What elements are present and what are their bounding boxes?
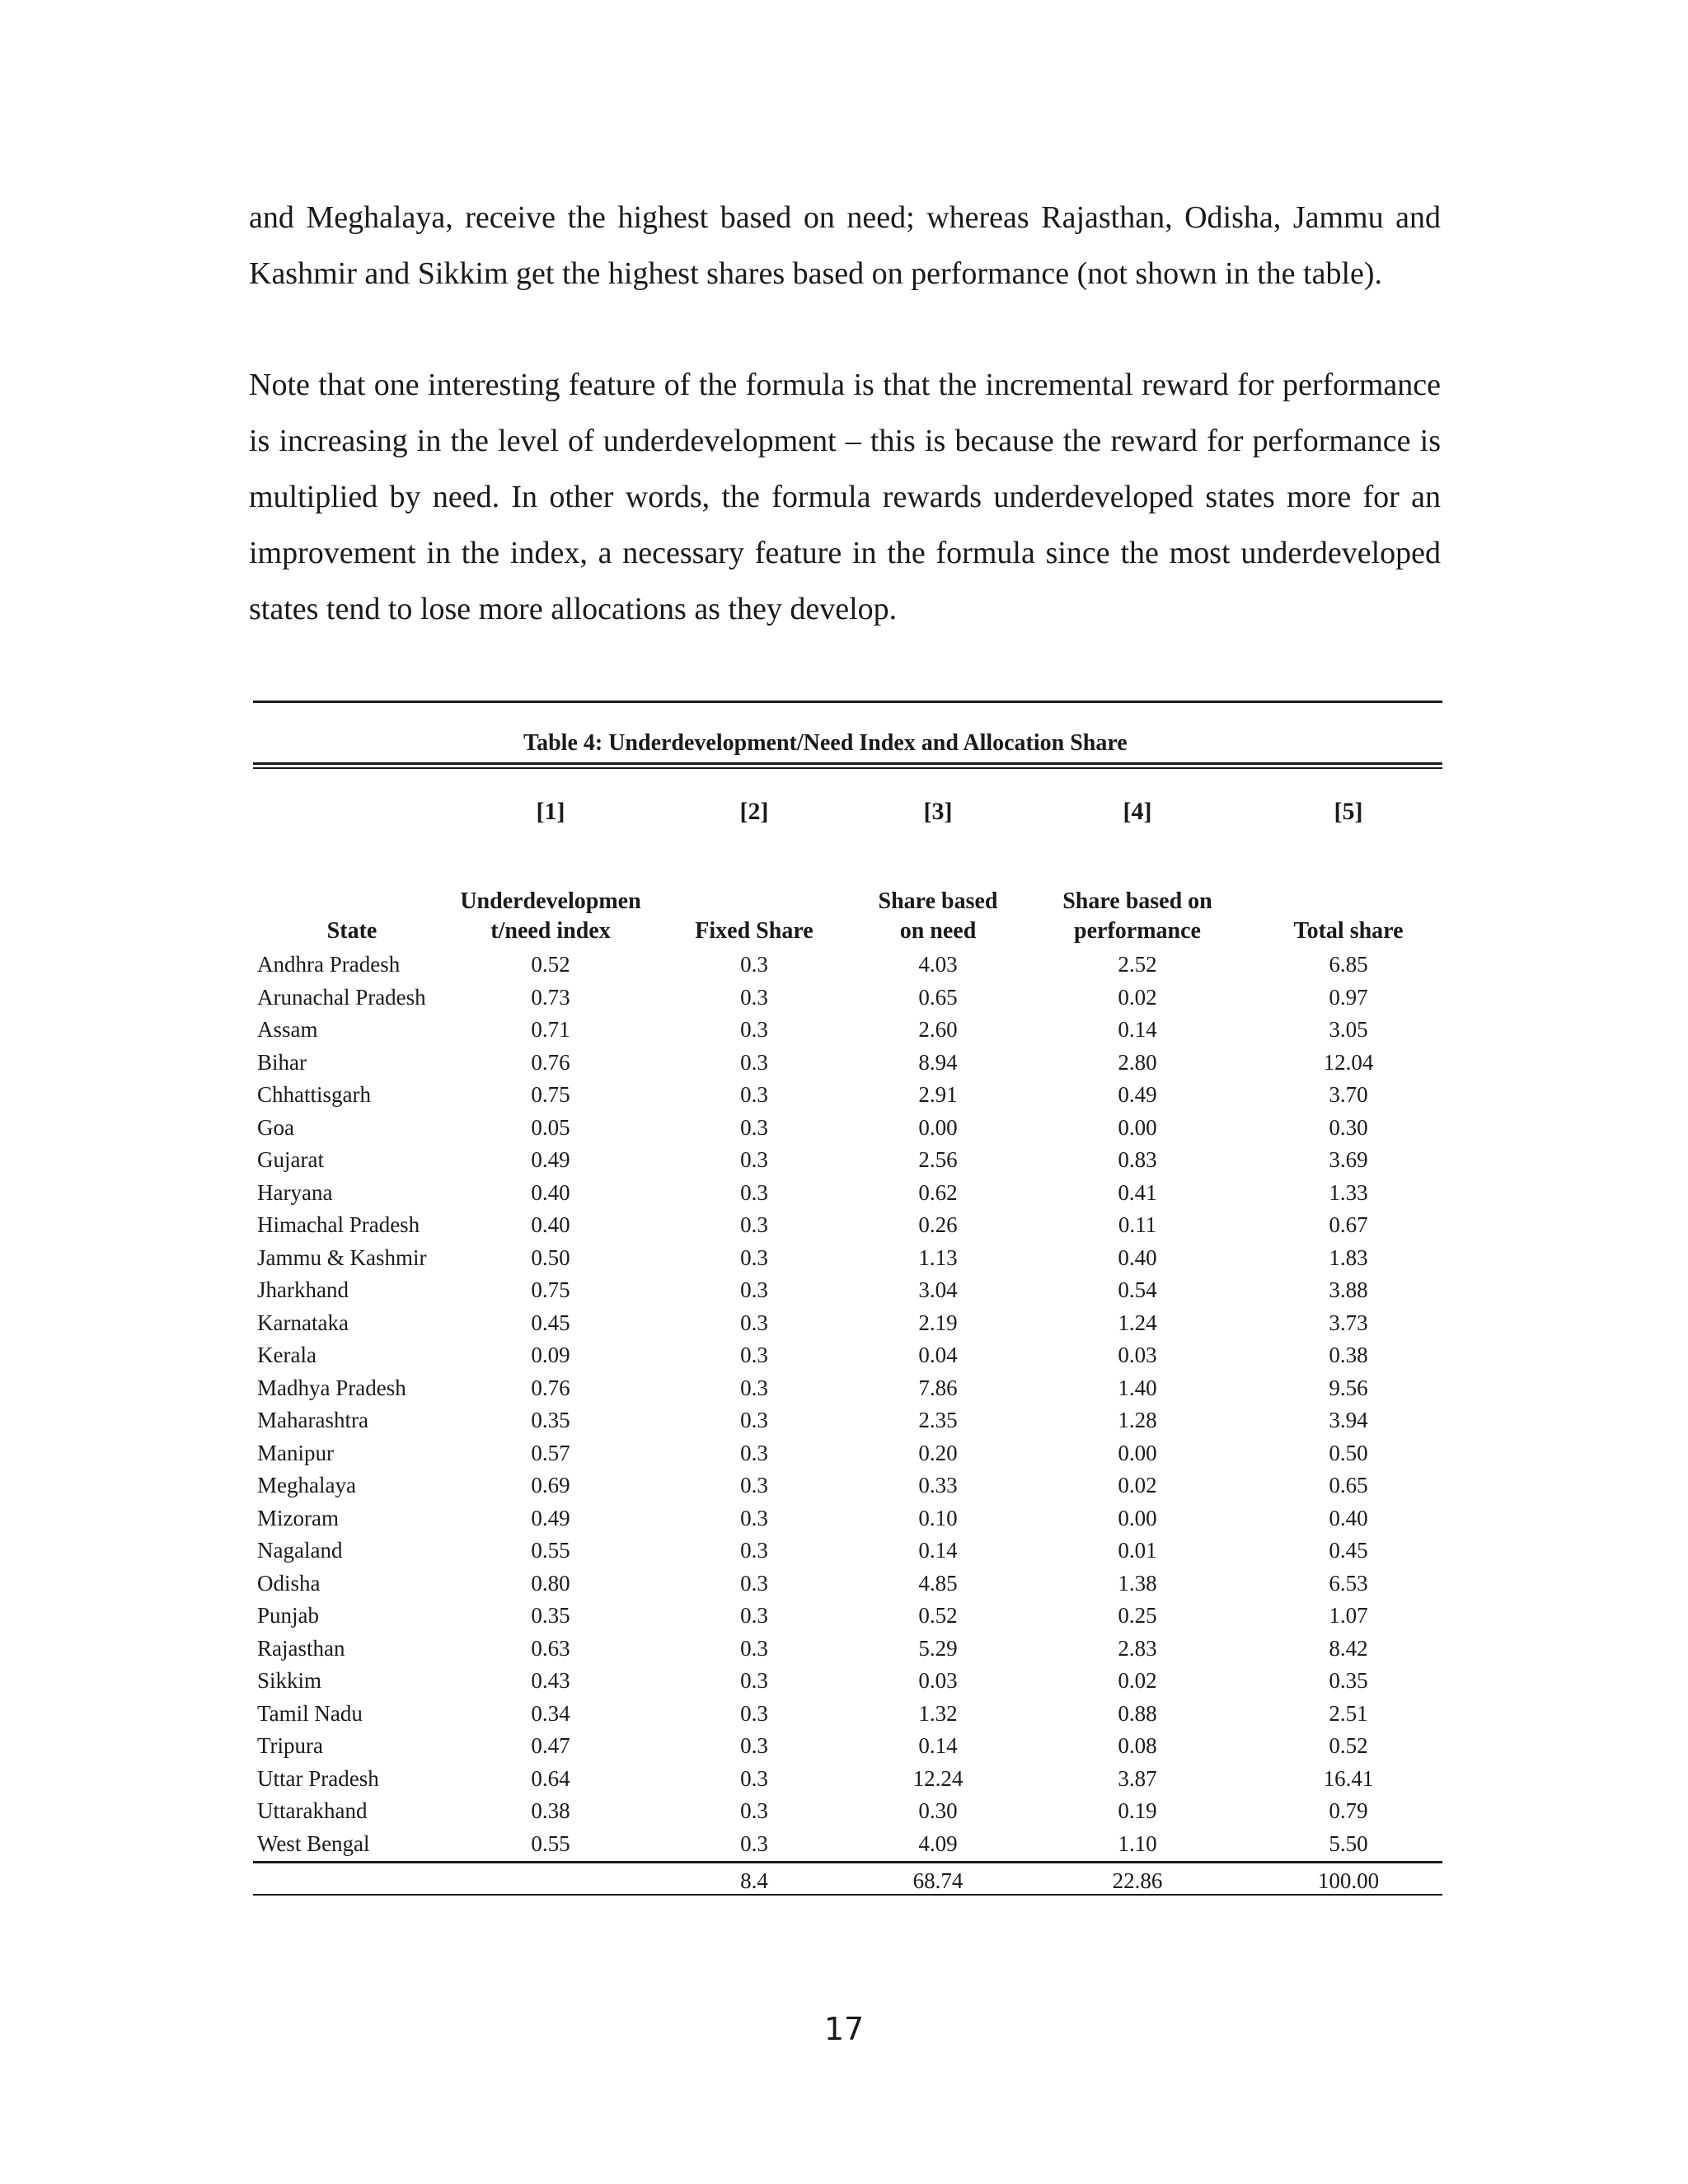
cell-state: Uttar Pradesh	[257, 1766, 379, 1791]
cell-fixed-share: 0.3	[740, 1473, 768, 1497]
cell-fixed-share: 0.3	[740, 1343, 768, 1367]
cell-need-index: 0.38	[531, 1798, 570, 1823]
cell-state: Uttarakhand	[257, 1798, 368, 1823]
cell-share-performance: 0.02	[1118, 1668, 1157, 1693]
cell-need-index: 0.43	[531, 1668, 570, 1693]
cell-total-share: 0.35	[1329, 1668, 1368, 1693]
cell-share-performance-total: 22.86	[1112, 1868, 1163, 1893]
cell-state: Bihar	[257, 1050, 307, 1075]
cell-state: Rajasthan	[257, 1636, 345, 1661]
cell-need-index: 0.45	[531, 1310, 570, 1335]
cell-share-need: 0.00	[918, 1115, 958, 1140]
table-bottom-rule	[253, 1894, 1442, 1896]
cell-need-index: 0.49	[531, 1147, 570, 1172]
cell-fixed-share: 0.3	[740, 1376, 768, 1400]
cell-total-share: 0.67	[1329, 1212, 1368, 1237]
cell-fixed-share: 0.3	[740, 985, 768, 1010]
cell-share-need: 0.52	[918, 1603, 958, 1628]
cell-state: Tripura	[257, 1733, 324, 1758]
cell-share-performance: 1.38	[1118, 1571, 1157, 1596]
cell-share-need: 0.20	[918, 1441, 958, 1465]
column-number-1: [1]	[536, 798, 565, 825]
cell-need-index: 0.69	[531, 1473, 570, 1497]
cell-share-need: 0.30	[918, 1798, 958, 1823]
cell-share-need: 3.04	[918, 1277, 958, 1302]
cell-share-need: 1.32	[918, 1701, 958, 1726]
cell-total-share: 1.33	[1329, 1180, 1368, 1205]
cell-share-performance: 0.83	[1118, 1147, 1157, 1172]
cell-fixed-share: 0.3	[740, 1701, 768, 1726]
cell-fixed-share: 0.3	[740, 1668, 768, 1693]
cell-need-index: 0.55	[531, 1538, 570, 1563]
cell-share-need: 0.14	[918, 1733, 958, 1758]
page-number: 17	[823, 2011, 865, 2047]
cell-share-performance: 2.52	[1118, 952, 1157, 977]
cell-share-need: 5.29	[918, 1636, 958, 1661]
column-number-4: [4]	[1123, 798, 1152, 825]
cell-share-need: 2.56	[918, 1147, 958, 1172]
cell-total-share: 0.79	[1329, 1798, 1368, 1823]
cell-share-performance: 2.80	[1118, 1050, 1157, 1075]
cell-share-need: 2.91	[918, 1082, 958, 1107]
cell-share-performance: 0.02	[1118, 1473, 1157, 1497]
cell-need-index: 0.40	[531, 1212, 570, 1237]
cell-state: Arunachal Pradesh	[257, 985, 426, 1010]
cell-state: Odisha	[257, 1571, 321, 1596]
table-title-rule-double	[253, 767, 1442, 769]
cell-share-performance: 1.10	[1118, 1831, 1157, 1856]
cell-total-share: 0.50	[1329, 1441, 1368, 1465]
cell-share-performance: 0.00	[1118, 1506, 1157, 1530]
cell-share-performance: 0.00	[1118, 1441, 1157, 1465]
cell-total-share: 0.45	[1329, 1538, 1368, 1563]
cell-share-need: 0.33	[918, 1473, 958, 1497]
header-fixed-share: Fixed Share	[695, 918, 814, 944]
cell-need-index: 0.63	[531, 1636, 570, 1661]
cell-fixed-share: 0.3	[740, 1277, 768, 1302]
cell-state: Gujarat	[257, 1147, 324, 1172]
cell-total-share: 16.41	[1323, 1766, 1374, 1791]
cell-share-performance: 0.25	[1118, 1603, 1157, 1628]
cell-share-performance: 0.41	[1118, 1180, 1157, 1205]
cell-need-index: 0.76	[531, 1050, 570, 1075]
cell-need-index: 0.75	[531, 1277, 570, 1302]
header-total-share: Total share	[1293, 918, 1404, 944]
cell-state: Maharashtra	[257, 1408, 368, 1432]
cell-need-index: 0.09	[531, 1343, 570, 1367]
cell-share-performance: 0.88	[1118, 1701, 1157, 1726]
cell-total-share: 3.69	[1329, 1147, 1368, 1172]
cell-state: Andhra Pradesh	[257, 952, 401, 977]
cell-share-performance: 0.49	[1118, 1082, 1157, 1107]
cell-need-index: 0.05	[531, 1115, 570, 1140]
cell-share-performance: 0.01	[1118, 1538, 1157, 1563]
cell-state: Meghalaya	[257, 1473, 356, 1497]
table-total-rule	[253, 1861, 1442, 1863]
cell-fixed-share: 0.3	[740, 1441, 768, 1465]
header-share-need-line1: Share based	[878, 888, 998, 914]
cell-fixed-share: 0.3	[740, 952, 768, 977]
cell-state: Mizoram	[257, 1506, 339, 1530]
cell-share-need: 2.35	[918, 1408, 958, 1432]
cell-need-index: 0.47	[531, 1733, 570, 1758]
cell-state: Goa	[257, 1115, 294, 1140]
header-underdevelopment-line1: Underdevelopmen	[460, 888, 641, 914]
cell-need-index: 0.35	[531, 1603, 570, 1628]
cell-state: Punjab	[257, 1603, 320, 1628]
cell-state: Nagaland	[257, 1538, 343, 1563]
table-title-rule	[253, 762, 1442, 765]
cell-total-share: 0.65	[1329, 1473, 1368, 1497]
cell-total-share: 1.83	[1329, 1245, 1368, 1270]
cell-fixed-share: 0.3	[740, 1017, 768, 1042]
cell-fixed-share-total: 8.4	[740, 1868, 768, 1893]
cell-fixed-share: 0.3	[740, 1408, 768, 1432]
cell-total-share: 6.85	[1329, 952, 1368, 977]
cell-fixed-share: 0.3	[740, 1733, 768, 1758]
cell-share-performance: 0.11	[1118, 1212, 1157, 1237]
cell-state: Assam	[257, 1017, 318, 1042]
cell-share-need: 0.26	[918, 1212, 958, 1237]
cell-state: Sikkim	[257, 1668, 322, 1693]
cell-share-need: 0.62	[918, 1180, 958, 1205]
cell-share-need: 12.24	[912, 1766, 964, 1791]
cell-fixed-share: 0.3	[740, 1538, 768, 1563]
cell-share-need: 0.04	[918, 1343, 958, 1367]
cell-need-index: 0.35	[531, 1408, 570, 1432]
cell-share-need: 7.86	[918, 1376, 958, 1400]
cell-share-performance: 0.02	[1118, 985, 1157, 1010]
cell-share-need: 0.65	[918, 985, 958, 1010]
cell-state: Manipur	[257, 1441, 334, 1465]
cell-need-index: 0.50	[531, 1245, 570, 1270]
header-underdevelopment-line2: t/need index	[490, 918, 611, 944]
cell-total-share: 8.42	[1329, 1636, 1368, 1661]
table-top-rule	[253, 701, 1442, 703]
cell-need-index: 0.73	[531, 985, 570, 1010]
column-number-2: [2]	[739, 798, 769, 825]
cell-need-index: 0.80	[531, 1571, 570, 1596]
cell-fixed-share: 0.3	[740, 1798, 768, 1823]
header-share-need-line2: on need	[899, 918, 977, 944]
cell-fixed-share: 0.3	[740, 1245, 768, 1270]
cell-share-need: 4.85	[918, 1571, 958, 1596]
cell-total-share: 2.51	[1329, 1701, 1368, 1726]
cell-total-share: 3.70	[1329, 1082, 1368, 1107]
cell-fixed-share: 0.3	[740, 1603, 768, 1628]
cell-share-performance: 0.08	[1118, 1733, 1157, 1758]
column-number-3: [3]	[923, 798, 953, 825]
cell-fixed-share: 0.3	[740, 1310, 768, 1335]
cell-need-index: 0.64	[531, 1766, 570, 1791]
cell-need-index: 0.71	[531, 1017, 570, 1042]
header-state: State	[326, 918, 377, 944]
cell-fixed-share: 0.3	[740, 1571, 768, 1596]
cell-share-need: 8.94	[918, 1050, 958, 1075]
cell-total-share: 0.38	[1329, 1343, 1368, 1367]
cell-share-performance: 0.00	[1118, 1115, 1157, 1140]
paragraph-2: Note that one interesting feature of the formula is that the incremental reward for performance is increasing in the level of underdevelopment – this is because the reward for performance is multiplied by need. In other words, the formula rewards underdeveloped states more for an improvement in the index, a necessary feature in the formula since the most underdeveloped states tend to lose more allocations as they develop.	[249, 368, 1441, 626]
cell-fixed-share: 0.3	[740, 1831, 768, 1856]
cell-fixed-share: 0.3	[740, 1082, 768, 1107]
cell-share-need: 2.19	[918, 1310, 958, 1335]
cell-share-need: 0.10	[918, 1506, 958, 1530]
cell-total-share: 9.56	[1329, 1376, 1368, 1400]
cell-total-share: 0.40	[1329, 1506, 1368, 1530]
cell-state: Madhya Pradesh	[257, 1376, 406, 1400]
cell-fixed-share: 0.3	[740, 1766, 768, 1791]
cell-share-performance: 0.54	[1118, 1277, 1157, 1302]
cell-total-share: 0.52	[1329, 1733, 1368, 1758]
cell-need-index: 0.55	[531, 1831, 570, 1856]
cell-share-performance: 0.03	[1118, 1343, 1157, 1367]
cell-total-share: 3.94	[1329, 1408, 1368, 1432]
cell-fixed-share: 0.3	[740, 1636, 768, 1661]
cell-state: Haryana	[257, 1180, 333, 1205]
cell-share-need-total: 68.74	[912, 1868, 964, 1893]
cell-share-performance: 0.40	[1118, 1245, 1157, 1270]
column-number-5: [5]	[1334, 798, 1363, 825]
cell-need-index: 0.57	[531, 1441, 570, 1465]
cell-fixed-share: 0.3	[740, 1050, 768, 1075]
cell-need-index: 0.76	[531, 1376, 570, 1400]
cell-total-share-total: 100.00	[1317, 1868, 1380, 1893]
cell-total-share: 12.04	[1323, 1050, 1374, 1075]
header-share-performance-line1: Share based on	[1062, 888, 1212, 914]
cell-total-share: 3.05	[1329, 1017, 1368, 1042]
cell-state: Kerala	[257, 1343, 316, 1367]
cell-total-share: 0.97	[1329, 985, 1368, 1010]
cell-share-performance: 2.83	[1118, 1636, 1157, 1661]
cell-fixed-share: 0.3	[740, 1147, 768, 1172]
cell-need-index: 0.34	[531, 1701, 570, 1726]
cell-share-need: 4.03	[918, 952, 958, 977]
cell-total-share: 5.50	[1329, 1831, 1368, 1856]
cell-total-share: 3.73	[1329, 1310, 1368, 1335]
cell-share-need: 2.60	[918, 1017, 958, 1042]
cell-share-need: 1.13	[918, 1245, 958, 1270]
cell-need-index: 0.52	[531, 952, 570, 977]
cell-need-index: 0.40	[531, 1180, 570, 1205]
cell-need-index: 0.75	[531, 1082, 570, 1107]
cell-total-share: 3.88	[1329, 1277, 1368, 1302]
cell-share-performance: 0.14	[1118, 1017, 1157, 1042]
cell-share-performance: 3.87	[1118, 1766, 1157, 1791]
cell-fixed-share: 0.3	[740, 1212, 768, 1237]
cell-share-need: 4.09	[918, 1831, 958, 1856]
cell-state: Tamil Nadu	[257, 1701, 363, 1726]
header-share-performance-line2: performance	[1074, 918, 1201, 944]
cell-share-need: 0.14	[918, 1538, 958, 1563]
cell-fixed-share: 0.3	[740, 1180, 768, 1205]
cell-share-performance: 1.40	[1118, 1376, 1157, 1400]
cell-share-performance: 1.28	[1118, 1408, 1157, 1432]
cell-total-share: 0.30	[1329, 1115, 1368, 1140]
cell-state: Himachal Pradesh	[257, 1212, 420, 1237]
cell-state: Chhattisgarh	[257, 1082, 371, 1107]
cell-fixed-share: 0.3	[740, 1506, 768, 1530]
cell-state: Jammu & Kashmir	[257, 1245, 427, 1270]
cell-share-performance: 1.24	[1118, 1310, 1157, 1335]
cell-need-index: 0.49	[531, 1506, 570, 1530]
paragraph-1: and Meghalaya, receive the highest based on need; whereas Rajasthan, Odisha, Jammu and Kashmir and Sikkim get the highest shares based on performance (not shown in the table).	[249, 200, 1441, 291]
cell-state: West Bengal	[257, 1831, 370, 1856]
table-title-text: Table 4: Underdevelopment/Need Index and Allocation Share	[523, 730, 1128, 756]
cell-share-performance: 0.19	[1118, 1798, 1157, 1823]
cell-share-need: 0.03	[918, 1668, 958, 1693]
cell-total-share: 6.53	[1329, 1571, 1368, 1596]
cell-total-share: 1.07	[1329, 1603, 1368, 1628]
cell-state: Jharkhand	[257, 1277, 349, 1302]
cell-fixed-share: 0.3	[740, 1115, 768, 1140]
cell-state: Karnataka	[257, 1310, 349, 1335]
